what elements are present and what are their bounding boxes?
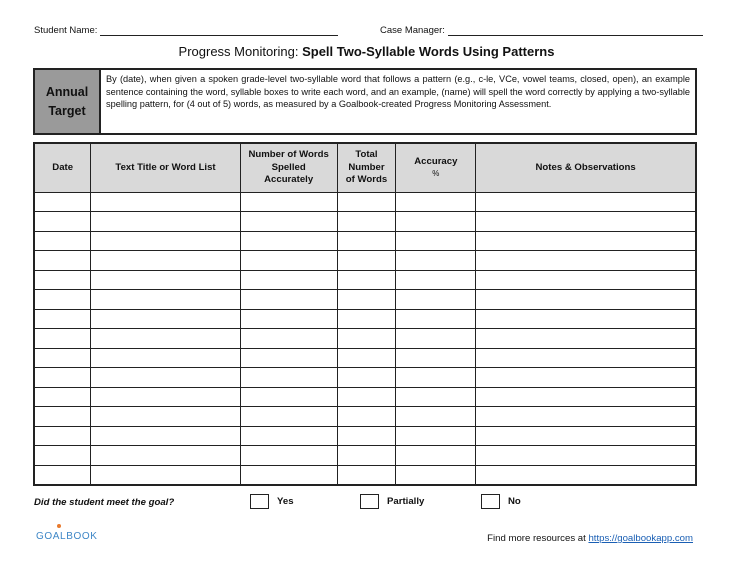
title-cell[interactable] [91,329,240,349]
total-cell[interactable] [337,329,396,349]
spelled-cell[interactable] [240,231,337,251]
notes-cell[interactable] [476,192,696,212]
notes-cell[interactable] [476,309,696,329]
date-cell[interactable] [34,290,91,310]
date-cell[interactable] [34,368,91,388]
goal-question: Did the student meet the goal? [34,497,175,508]
date-cell[interactable] [34,329,91,349]
table-row [34,446,696,466]
title-cell[interactable] [91,231,240,251]
notes-cell[interactable] [476,270,696,290]
header-total-words [337,143,396,192]
no-checkbox[interactable] [481,494,500,509]
table-row [34,270,696,290]
case-manager-field[interactable] [448,26,703,36]
notes-cell[interactable] [476,426,696,446]
goalbook-logo: GOALBOOK [36,531,98,542]
date-cell[interactable] [34,192,91,212]
partially-checkbox[interactable] [360,494,379,509]
total-cell[interactable] [337,426,396,446]
title-cell[interactable] [91,387,240,407]
option-partially[interactable] [360,494,424,509]
title-cell[interactable] [91,426,240,446]
spelled-cell[interactable] [240,251,337,271]
title-cell[interactable] [91,348,240,368]
notes-cell[interactable] [476,348,696,368]
accuracy-cell[interactable] [396,290,476,310]
table-body [34,192,696,485]
notes-cell[interactable] [476,212,696,232]
notes-cell[interactable] [476,465,696,485]
total-cell[interactable] [337,309,396,329]
total-cell[interactable] [337,270,396,290]
title-cell[interactable] [91,251,240,271]
accuracy-cell[interactable] [396,426,476,446]
total-cell[interactable] [337,192,396,212]
total-cell[interactable] [337,212,396,232]
total-cell[interactable] [337,251,396,271]
option-yes[interactable] [250,494,294,509]
accuracy-cell[interactable] [396,231,476,251]
goalbook-link[interactable]: https://goalbookapp.com [588,533,693,544]
spelled-cell[interactable] [240,387,337,407]
yes-label: Yes [277,496,294,507]
date-cell[interactable] [34,231,91,251]
date-cell[interactable] [34,251,91,271]
logo-accent-dot [57,524,61,528]
title-cell[interactable] [91,290,240,310]
title-cell[interactable] [91,270,240,290]
total-cell[interactable] [337,368,396,388]
table-row [34,309,696,329]
spelled-cell[interactable] [240,348,337,368]
total-cell[interactable] [337,407,396,427]
annual-target-text: By (date), when given a spoken grade-level two-syllable word that follows a pattern (e.g., c-le, VCe, vowel teams, closed, open), an example sentence containing the word, syllable boxes to write each word, and an example, (name) will spell the word correctly by applying a two-syllable spelling pattern, for (4 out of 5) words, as measured by a Goalbook-created Progress Monitoring Assessment. [106,74,690,110]
table-row [34,426,696,446]
table-row [34,368,696,388]
total-cell[interactable] [337,387,396,407]
header-total-line1: Total [355,149,378,161]
header-words-spelled [240,143,337,192]
accuracy-cell[interactable] [396,387,476,407]
table-row [34,231,696,251]
accuracy-cell[interactable] [396,465,476,485]
accuracy-cell[interactable] [396,212,476,232]
header-accuracy-label: Accuracy [414,156,458,168]
title-cell[interactable] [91,192,240,212]
table-row [34,290,696,310]
yes-checkbox[interactable] [250,494,269,509]
notes-cell[interactable] [476,231,696,251]
title-prefix: Progress Monitoring: [178,44,303,59]
title-cell[interactable] [91,309,240,329]
notes-cell[interactable] [476,290,696,310]
header-text-title: Text Title or Word List [91,143,240,192]
date-cell[interactable] [34,212,91,232]
accuracy-cell[interactable] [396,192,476,212]
total-cell[interactable] [337,290,396,310]
date-cell[interactable] [34,387,91,407]
title-cell[interactable] [91,368,240,388]
title-cell[interactable] [91,212,240,232]
header-total-line2: Number [348,161,385,173]
spelled-cell[interactable] [240,192,337,212]
notes-cell[interactable] [476,251,696,271]
case-manager-label: Case Manager: [380,25,445,36]
no-label: No [508,496,521,507]
accuracy-cell[interactable] [396,407,476,427]
table-header-row [34,143,696,192]
accuracy-cell[interactable] [396,348,476,368]
student-name-field[interactable] [100,26,338,36]
spelled-cell[interactable] [240,465,337,485]
spelled-cell[interactable] [240,368,337,388]
spelled-cell[interactable] [240,212,337,232]
progress-table [33,142,697,486]
student-name-label: Student Name: [34,25,98,36]
header-words-spelled-line1: Number of Words [248,149,329,161]
annual-target-label-line1: Annual [45,85,89,100]
table-row [34,465,696,485]
notes-cell[interactable] [476,368,696,388]
accuracy-cell[interactable] [396,446,476,466]
date-cell[interactable] [34,465,91,485]
title-cell[interactable] [91,465,240,485]
spelled-cell[interactable] [240,290,337,310]
title-cell[interactable] [91,407,240,427]
footer-text: Find more resources at [487,533,589,544]
notes-cell[interactable] [476,387,696,407]
student-name-row [34,25,338,36]
footer-resources [487,533,693,544]
header-words-spelled-line2: Spelled [271,161,306,173]
title-cell[interactable] [91,446,240,466]
table-row [34,407,696,427]
table-row [34,387,696,407]
spelled-cell[interactable] [240,309,337,329]
total-cell[interactable] [337,446,396,466]
total-cell[interactable] [337,231,396,251]
table-row [34,329,696,349]
header-total-line3: of Words [345,173,388,185]
notes-cell[interactable] [476,446,696,466]
header-notes: Notes & Observations [476,143,696,192]
case-manager-row [380,25,703,36]
accuracy-cell[interactable] [396,329,476,349]
total-cell[interactable] [337,348,396,368]
option-no[interactable] [481,494,521,509]
date-cell[interactable] [34,446,91,466]
table-row [34,192,696,212]
date-cell[interactable] [34,348,91,368]
partially-label: Partially [387,496,425,507]
annual-target-box [33,68,697,135]
notes-cell[interactable] [476,329,696,349]
header-words-spelled-line3: Accurately [264,173,314,185]
accuracy-cell[interactable] [396,309,476,329]
date-cell[interactable] [34,270,91,290]
spelled-cell[interactable] [240,329,337,349]
date-cell[interactable] [34,407,91,427]
date-cell[interactable] [34,309,91,329]
date-cell[interactable] [34,426,91,446]
header-accuracy-unit: % [432,168,440,178]
table-row [34,251,696,271]
table-row [34,212,696,232]
annual-target-label [35,70,101,133]
spelled-cell[interactable] [240,446,337,466]
accuracy-cell[interactable] [396,251,476,271]
accuracy-cell[interactable] [396,270,476,290]
accuracy-cell[interactable] [396,368,476,388]
notes-cell[interactable] [476,407,696,427]
total-cell[interactable] [337,465,396,485]
spelled-cell[interactable] [240,426,337,446]
title-main: Spell Two-Syllable Words Using Patterns [302,44,555,59]
header-accuracy [396,143,476,192]
annual-target-label-line2: Target [48,103,86,118]
spelled-cell[interactable] [240,270,337,290]
table-row [34,348,696,368]
spelled-cell[interactable] [240,407,337,427]
header-date: Date [34,143,91,192]
page-title [0,44,733,59]
